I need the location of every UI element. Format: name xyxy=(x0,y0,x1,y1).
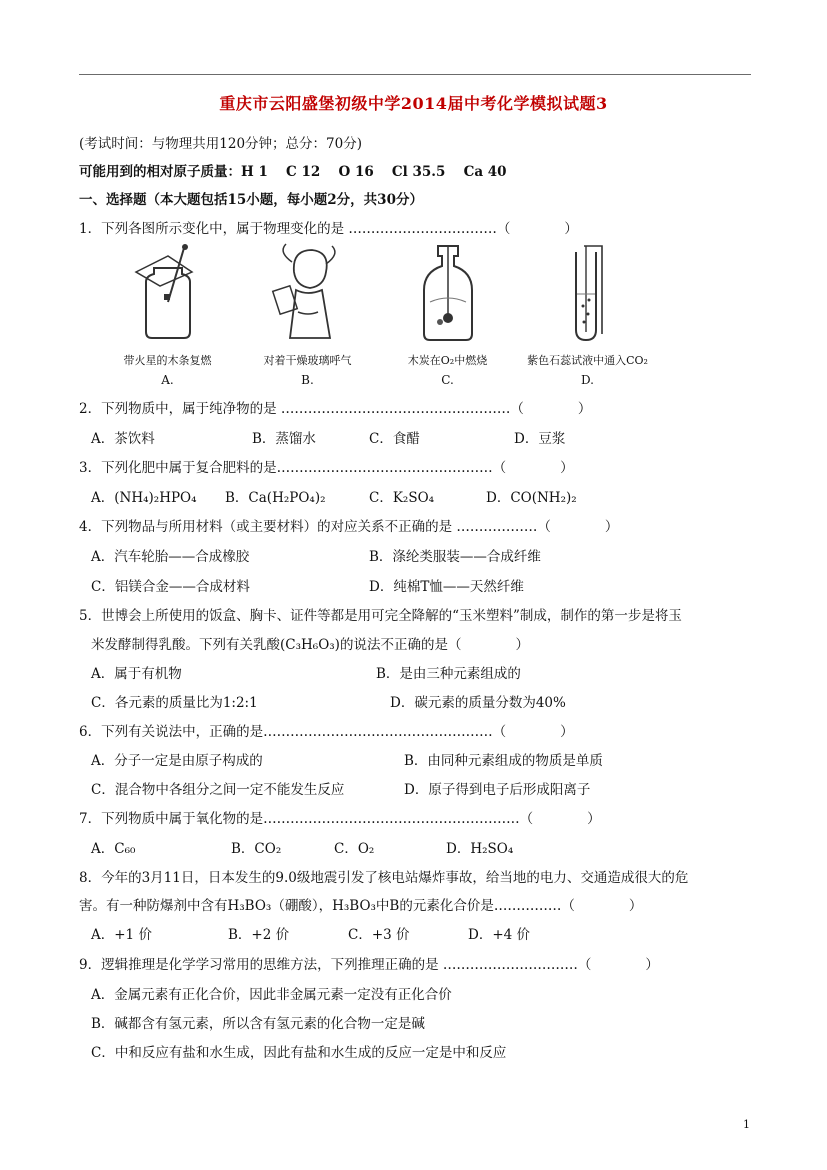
question-4-option-d: D．纯棉T恤——天然纤维 xyxy=(369,579,524,595)
question-8-stem-line1: 8．今年的3月11日，日本发生的9.0级地震引发了核电站爆炸事故，给当地的电力、交通造成很大的危 xyxy=(79,870,689,886)
test-tube-icon xyxy=(548,242,628,347)
question-6-stem: 6．下列有关说法中，正确的是……………………………………………（ ） xyxy=(79,724,574,740)
question-3-option-a: A．(NH₄)₂HPO₄ xyxy=(91,490,197,506)
question-7-option-d: D．H₂SO₄ xyxy=(446,841,514,857)
atomic-masses: 可能用到的相对原子质量：H 1 C 12 O 16 Cl 35.5 Ca 40 xyxy=(79,164,507,180)
question-3-option-b: B．Ca(H₂PO₄)₂ xyxy=(225,490,326,506)
question-5-option-a: A．属于有机物 xyxy=(91,666,182,682)
figure-a-caption: 带火星的木条复燃 xyxy=(123,354,212,367)
figure-a xyxy=(100,242,235,392)
question-5-stem-line2: 米发酵制得乳酸。下列有关乳酸(C₃H₆O₃)的说法不正确的是（ ） xyxy=(91,637,529,653)
question-2-option-b: B．蒸馏水 xyxy=(252,431,316,447)
page-title: 重庆市云阳盛堡初级中学2014届中考化学模拟试题3 xyxy=(219,94,608,113)
figure-b xyxy=(240,242,375,392)
question-8-option-d: D．+4 价 xyxy=(468,927,531,943)
question-7-option-c: C．O₂ xyxy=(334,841,375,857)
question-4-option-a: A．汽车轮胎——合成橡胶 xyxy=(91,549,250,565)
question-4-option-b: B．涤纶类服装——合成纤维 xyxy=(369,549,541,565)
jar-splint-icon xyxy=(128,242,208,347)
question-8-option-b: B．+2 价 xyxy=(228,927,290,943)
figure-c-label: C. xyxy=(441,373,454,387)
question-1-figures xyxy=(100,242,660,392)
figure-b-caption: 对着干燥玻璃呼气 xyxy=(263,354,352,367)
question-7-stem: 7．下列物质中属于氧化物的是…………………………………………………（ ） xyxy=(79,811,601,827)
figure-a-label: A. xyxy=(161,373,174,387)
question-2-option-d: D．豆浆 xyxy=(514,431,566,447)
question-6-option-b: B．由同种元素组成的物质是单质 xyxy=(404,753,603,769)
girl-breathing-icon xyxy=(268,242,348,347)
question-8-stem-line2: 害。有一种防爆剂中含有H₃BO₃（硼酸），H₃BO₃中B的元素化合价是……………（ ） xyxy=(79,898,643,914)
question-4-option-c: C．铝镁合金——合成材料 xyxy=(91,579,250,595)
question-5-option-b: B．是由三种元素组成的 xyxy=(376,666,521,682)
figure-c xyxy=(380,242,515,392)
question-3-option-c: C．K₂SO₄ xyxy=(369,490,435,506)
figure-b-label: B. xyxy=(301,373,314,387)
question-6-option-d: D．原子得到电子后形成阳离子 xyxy=(404,782,591,798)
question-2-option-c: C．食醋 xyxy=(369,431,420,447)
question-9-option-a: A．金属元素有正化合价，因此非金属元素一定没有正化合价 xyxy=(91,987,452,1003)
figure-d-label: D. xyxy=(580,373,594,387)
question-5-stem-line1: 5．世博会上所使用的饭盒、胸卡、证件等都是用可完全降解的“玉米塑料”制成，制作的第一步是将玉 xyxy=(79,608,682,624)
question-8-option-c: C．+3 价 xyxy=(348,927,410,943)
question-1-stem: 1．下列各图所示变化中，属于物理变化的是 ……………………………（ ） xyxy=(79,221,578,237)
question-6-option-c: C．混合物中各组分之间一定不能发生反应 xyxy=(91,782,345,798)
question-3-option-d: D．CO(NH₂)₂ xyxy=(486,490,577,506)
question-4-stem: 4．下列物品与所用材料（或主要材料）的对应关系不正确的是 ………………（ ） xyxy=(79,519,619,535)
question-6-option-a: A．分子一定是由原子构成的 xyxy=(91,753,263,769)
figure-c-caption: 木炭在O₂中燃烧 xyxy=(407,354,488,367)
question-9-option-b: B．碱都含有氢元素，所以含有氢元素的化合物一定是碱 xyxy=(91,1016,425,1032)
figure-d-caption: 紫色石蕊试液中通入CO₂ xyxy=(527,354,648,367)
question-7-option-b: B．CO₂ xyxy=(231,841,282,857)
header-rule xyxy=(79,74,751,75)
bottle-charcoal-icon xyxy=(408,242,488,347)
question-2-option-a: A．茶饮料 xyxy=(91,431,155,447)
question-8-option-a: A．+1 价 xyxy=(91,927,152,943)
figure-d xyxy=(520,242,655,392)
question-9-stem: 9．逻辑推理是化学学习常用的思维方法，下列推理正确的是 …………………………（ ） xyxy=(79,957,659,973)
question-5-option-c: C．各元素的质量比为1:2:1 xyxy=(91,695,258,711)
section-heading: 一、选择题（本大题包括15小题，每小题2分，共30分） xyxy=(79,192,423,208)
question-3-stem: 3．下列化肥中属于复合肥料的是…………………………………………（ ） xyxy=(79,460,574,476)
question-9-option-c: C．中和反应有盐和水生成，因此有盐和水生成的反应一定是中和反应 xyxy=(91,1045,507,1061)
question-5-option-d: D．碳元素的质量分数为40% xyxy=(390,695,566,711)
page-number: 1 xyxy=(743,1118,750,1131)
exam-info: (考试时间：与物理共用120分钟；总分：70分) xyxy=(79,136,362,152)
question-7-option-a: A．C₆₀ xyxy=(91,841,136,857)
question-2-stem: 2．下列物质中，属于纯净物的是 ……………………………………………（ ） xyxy=(79,401,592,417)
